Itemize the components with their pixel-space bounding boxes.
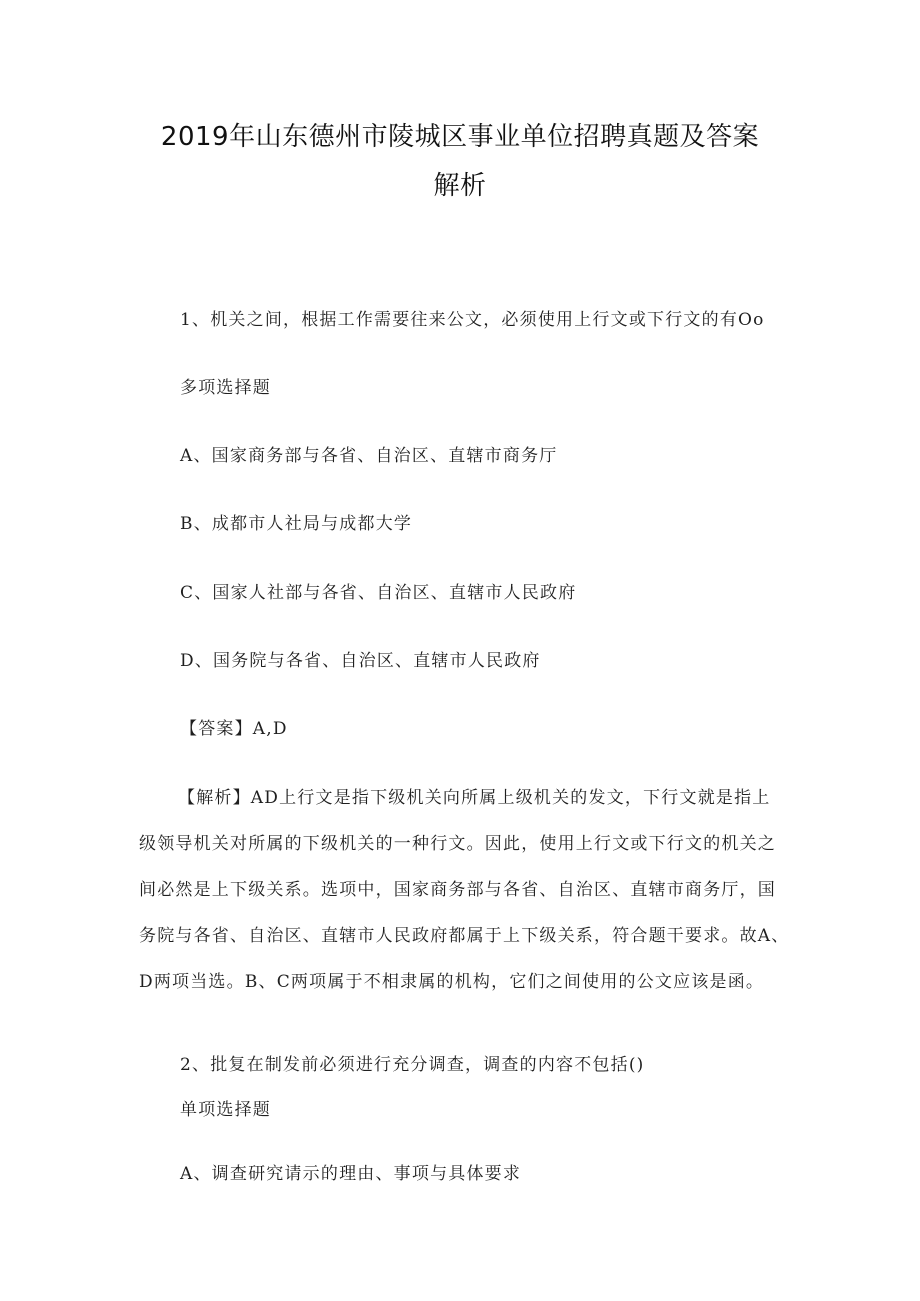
document-title-line-1: 2019年山东德州市陵城区事业单位招聘真题及答案 [160,122,760,152]
question-1-answer: 【答案】A,D [180,719,288,739]
document-title-line-2: 解析 [433,171,487,201]
question-1-analysis-line-5: D两项当选。B、C两项属于不相隶属的机构，它们之间使用的公文应该是函。 [139,972,765,992]
question-1-analysis-line-3: 间必然是上下级关系。选项中，国家商务部与各省、自治区、直辖市商务厅，国 [139,880,776,900]
question-1-option-a: A、国家商务部与各省、自治区、直辖市商务厅 [180,446,558,466]
question-1-type: 多项选择题 [180,378,271,398]
question-1-option-b: B、成都市人社局与成都大学 [180,514,413,534]
question-1-analysis-line-4: 务院与各省、自治区、直辖市人民政府都属于上下级关系，符合题干要求。故A、 [139,926,790,946]
question-2-option-a: A、调查研究请示的理由、事项与具体要求 [180,1164,522,1184]
question-1-analysis-line-2: 级领导机关对所属的下级机关的一种行文。因此，使用上行文或下行文的机关之 [139,834,776,854]
question-1-analysis-line-1: 【解析】AD上行文是指下级机关向所属上级机关的发文，下行文就是指上 [178,788,771,808]
question-2-type: 单项选择题 [180,1100,271,1120]
question-1-option-d: D、国务院与各省、自治区、直辖市人民政府 [180,651,541,671]
question-2-stem: 2、批复在制发前必须进行充分调查，调查的内容不包括() [180,1055,645,1075]
question-1-stem: 1、机关之间，根据工作需要往来公文，必须使用上行文或下行文的有Oo [180,310,765,330]
question-1-option-c: C、国家人社部与各省、自治区、直辖市人民政府 [180,583,577,603]
